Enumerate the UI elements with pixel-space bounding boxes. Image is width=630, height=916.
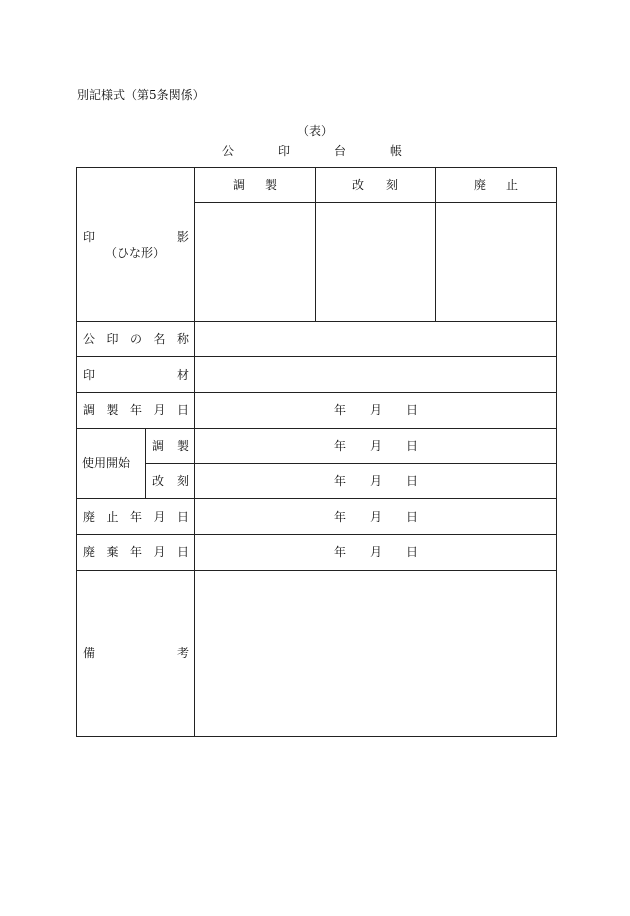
date-month: 月: [370, 545, 383, 559]
date-year: 年: [334, 545, 347, 559]
date-month: 月: [370, 510, 383, 524]
table-divider: [145, 428, 146, 498]
table-divider: [194, 202, 556, 203]
table-border: [76, 167, 77, 736]
col-header-haishi: 廃 止: [474, 178, 518, 192]
date-month: 月: [370, 474, 383, 488]
page-title: [222, 142, 402, 159]
title-char: 公: [222, 144, 235, 158]
row-sublabel-chousei: 調 製: [152, 439, 189, 453]
date-day: 日: [406, 403, 419, 417]
row-label-remarks: 備 考: [83, 646, 189, 660]
date-year: 年: [334, 474, 347, 488]
table-divider: [76, 534, 556, 535]
table-divider: [76, 428, 556, 429]
row-label-inei-sub: （ひな形）: [104, 246, 165, 260]
date-day: 日: [406, 474, 419, 488]
form-label: 別記様式（第5条関係）: [77, 88, 205, 102]
date-day: 日: [406, 545, 419, 559]
row-label-material: 印 材: [83, 368, 189, 382]
table-divider: [76, 356, 556, 357]
date-year: 年: [334, 403, 347, 417]
row-label-name: 公 印 の 名 称: [83, 332, 189, 346]
date-year: 年: [334, 439, 347, 453]
table-divider: [145, 463, 556, 464]
table-border: [76, 736, 556, 737]
title-char: 台: [333, 144, 346, 158]
table-border: [556, 167, 557, 737]
row-label-abolish-date: 廃 止 年 月 日: [83, 510, 189, 524]
date-day: 日: [406, 439, 419, 453]
table-divider: [76, 570, 556, 571]
table-divider: [315, 167, 316, 321]
row-label-made-date: 調 製 年 月 日: [83, 403, 189, 417]
row-label-discard-date: 廃 棄 年 月 日: [83, 545, 189, 559]
date-month: 月: [370, 439, 383, 453]
table-divider: [435, 167, 436, 321]
date-year: 年: [334, 510, 347, 524]
table-divider: [76, 498, 556, 499]
date-month: 月: [370, 403, 383, 417]
table-divider: [76, 321, 556, 322]
row-label-inei: 印 影: [83, 230, 189, 244]
title-char: 印: [277, 144, 290, 158]
row-sublabel-kaikoku: 改 刻: [152, 474, 189, 488]
date-day: 日: [406, 510, 419, 524]
col-header-chousei: 調 製: [233, 178, 277, 192]
table-border: [76, 167, 556, 168]
row-label-use-start: 使用開始: [82, 456, 131, 470]
table-divider: [194, 167, 195, 736]
sub-title: （表）: [296, 124, 333, 138]
col-header-kaikoku: 改 刻: [352, 178, 398, 192]
table-divider: [76, 392, 556, 393]
title-char: 帳: [389, 144, 402, 158]
